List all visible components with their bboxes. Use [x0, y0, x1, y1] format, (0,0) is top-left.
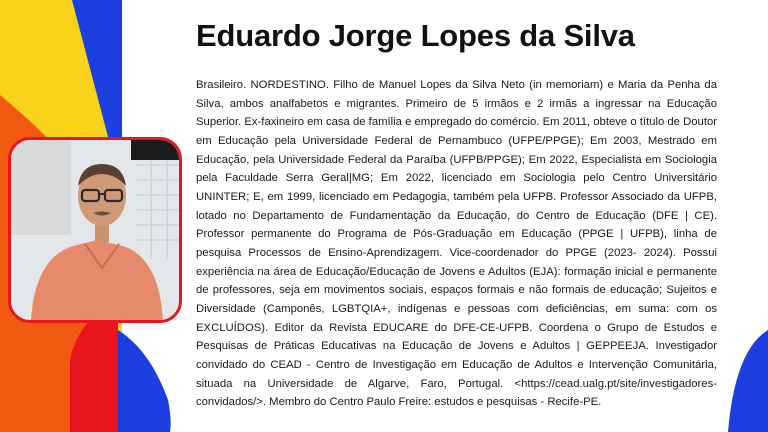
- page-title: Eduardo Jorge Lopes da Silva: [196, 18, 635, 53]
- person-photo-icon: [11, 140, 179, 320]
- blue-right-corner: [728, 330, 768, 432]
- biography-text: Brasileiro. NORDESTINO. Filho de Manuel Lopes da Silva Neto (in memoriam) e Maria da Penha da Silva, ambos analfabetos e migrantes. Primeiro de 5 irmãos e 2 irmãs a ingressar na Educação Superior. Ex-faxineiro em casa de família e empregado do comércio. Em 2011, obteve o título de Doutor em Educação pela Universidade Federal de Pernambuco (UFPE/PPGE); Em 2003, Mestrado em Educação, pela Universidade Federal da Paraíba (UFPB/PPGE); Em 2022, Especialista em Sociologia pela Faculdade Serra Geral|MG; Em 2022, licenciado em Sociologia pelo Centro Universitário UNINTER; E, em 1999, licenciado em Pedagogia, também pela UFPB. Professor Associado da UFPB, lotado no Departamento de Fundamentação da Educação, do Centro de Educação (DFE | CE). Professor permanente do Programa de Pós-Graduação em Educação (PPGE | UFPB), linha de pesquisa Processos de Ensino-Aprendizagem. Vice-coordenador do PPGE (2023- 2024). Possui experiência na área de Educação/Educação de Jovens e Adultos (EJA): formação inicial e permanente de professores, seja em movimentos sociais, espaços formais e não formais de educação; Sujeitos e Diversidade (Camponês, LGBTQIA+, indígenas e pessoas com deficiências, em suma: com os EXCLUÍDOS). Editor da Revista EDUCARE do DFE-CE-UFPB. Coordena o Grupo de Estudos e Pesquisas de Práticas Educativas na Educação de Jovens e Adultos | GEPPEEJA. Investigador convidado do CEAD - Centro de Investigação em Educação de Adultos e Intervenção Comunitária, situada na Universidade de Algarve, Faro, Portugal. <https://cead.ualg.pt/site/investigadores-convidados/>. Membro do Centro Paulo Freire: estudos e pesquisas - Recife-PE.: [196, 79, 717, 409]
- profile-photo: [8, 137, 182, 323]
- blue-bottom-curve: [118, 330, 171, 432]
